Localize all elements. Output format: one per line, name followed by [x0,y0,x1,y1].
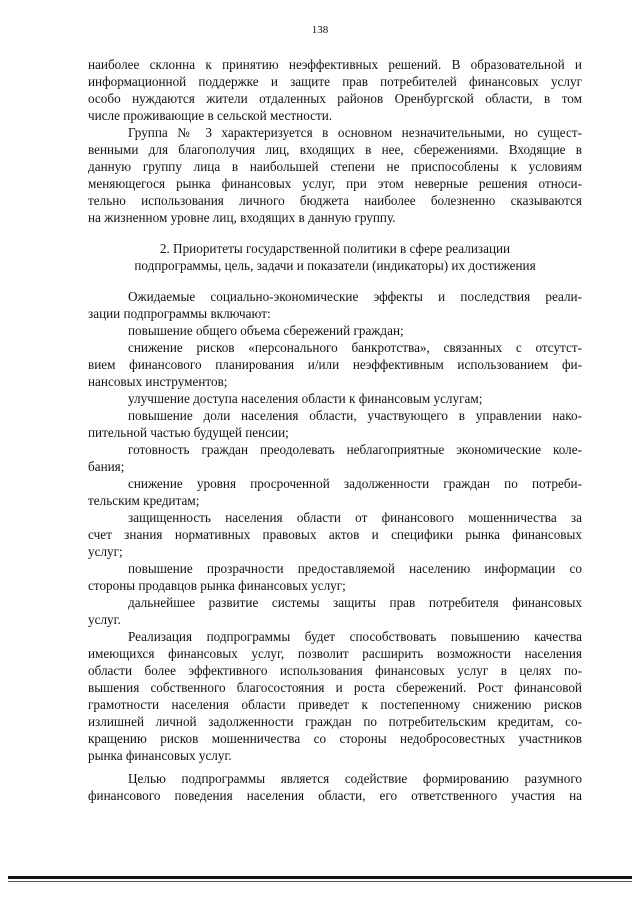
text-line: Группа № 3 характеризуется в основном незначительными, но сущест- [128,125,582,140]
text-line: вышения собственного благосостояния и роста сбережений. Рост финансовой [88,680,582,695]
text-line: Целью подпрограммы является содействие формированию разумного [128,771,582,786]
list-item: защищенность населения области от финансового мошенничества за [128,510,582,525]
list-item: готовность граждан преодолевать неблагоприятные экономические коле- [128,442,582,457]
list-item: повышение доли населения области, участвующего в управлении нако- [128,408,582,423]
list-item: повышение прозрачности предоставляемой населению информации со [128,561,582,576]
text-line: венными для благополучия лиц, входящих в нее, сбережениями. Входящие в [88,142,582,157]
text-line: бания; [88,459,125,474]
text-line: рынка финансовых услуг. [88,748,232,763]
text-line: услуг. [88,612,121,627]
text-line: данную группу лица в наибольшей степени не приспособлены к условиям [88,159,582,174]
footer-rule-thin [8,881,632,882]
text-line: Ожидаемые социально-экономические эффекты и последствия реали- [128,289,582,304]
text-line: тельским кредитам; [88,493,200,508]
text-line: Реализация подпрограммы будет способствовать повышению качества [128,629,582,644]
text-line: излишней личной задолженности граждан по потребительским кредитам, со- [88,714,582,729]
text-line: кращению рисков мошенничества со стороны недобросовестных участников [88,731,582,746]
text-line: области более эффективного использования финансовых услуг в целях по- [88,663,582,678]
text-line: меняющегося рынка финансовых услуг, при этом неверные решения относи- [88,176,582,191]
text-line: особо нуждаются жители отдаленных районов Оренбургской области, в том [88,91,582,106]
list-item: улучшение доступа населения области к финансовым услугам; [128,391,483,406]
list-item: снижение рисков «персонального банкротства», связанных с отсутст- [128,340,582,355]
page-number: 138 [311,24,329,36]
text-line: зации подпрограммы включают: [88,306,271,321]
text-line: наиболее склонна к принятию неэффективных решений. В образовательной и [88,57,582,72]
heading-line: 2. Приоритеты государственной политики в сфере реализации [159,241,511,256]
paragraph [88,288,582,628]
text-line: услуг; [88,544,123,559]
paragraph [88,770,582,804]
list-item: повышение общего объема сбережений граждан; [128,323,404,338]
heading-line: подпрограммы, цель, задачи и показатели (индикаторы) их достижения [134,258,536,273]
document-body [88,56,582,804]
list-item: дальнейшее развитие системы защиты прав потребителя финансовых [128,595,582,610]
text-line: финансового поведения населения области, его ответственного участия на [88,788,582,803]
text-line: информационной поддержке и защите прав потребителей финансовых услуг [88,74,582,89]
text-line: тельно использования личного бюджета наиболее болезненно сказываются [88,193,582,208]
text-line: стороны продавцов рынка финансовых услуг; [88,578,346,593]
paragraph [88,124,582,226]
paragraph [88,56,582,124]
footer-rule [8,876,632,879]
text-line: нансовых инструментов; [88,374,228,389]
list-item: снижение уровня просроченной задолженности граждан по потреби- [128,476,582,491]
text-line: счет знания нормативных правовых актов и специфики рынка финансовых [88,527,582,542]
text-line: грамотности населения области приведет к постепенному снижению рисков [88,697,582,712]
text-line: пительной частью будущей пенсии; [88,425,289,440]
text-line: числе проживающие в сельской местности. [88,108,333,123]
text-line: на жизненном уровне лиц, входящих в данную группу. [88,210,396,225]
text-line: имеющихся финансовых услуг, позволит расширить возможности населения [88,646,582,661]
paragraph [88,628,582,764]
section-heading [88,240,582,274]
text-line: вием финансового планирования и/или неэффективным использованием фи- [88,357,582,372]
